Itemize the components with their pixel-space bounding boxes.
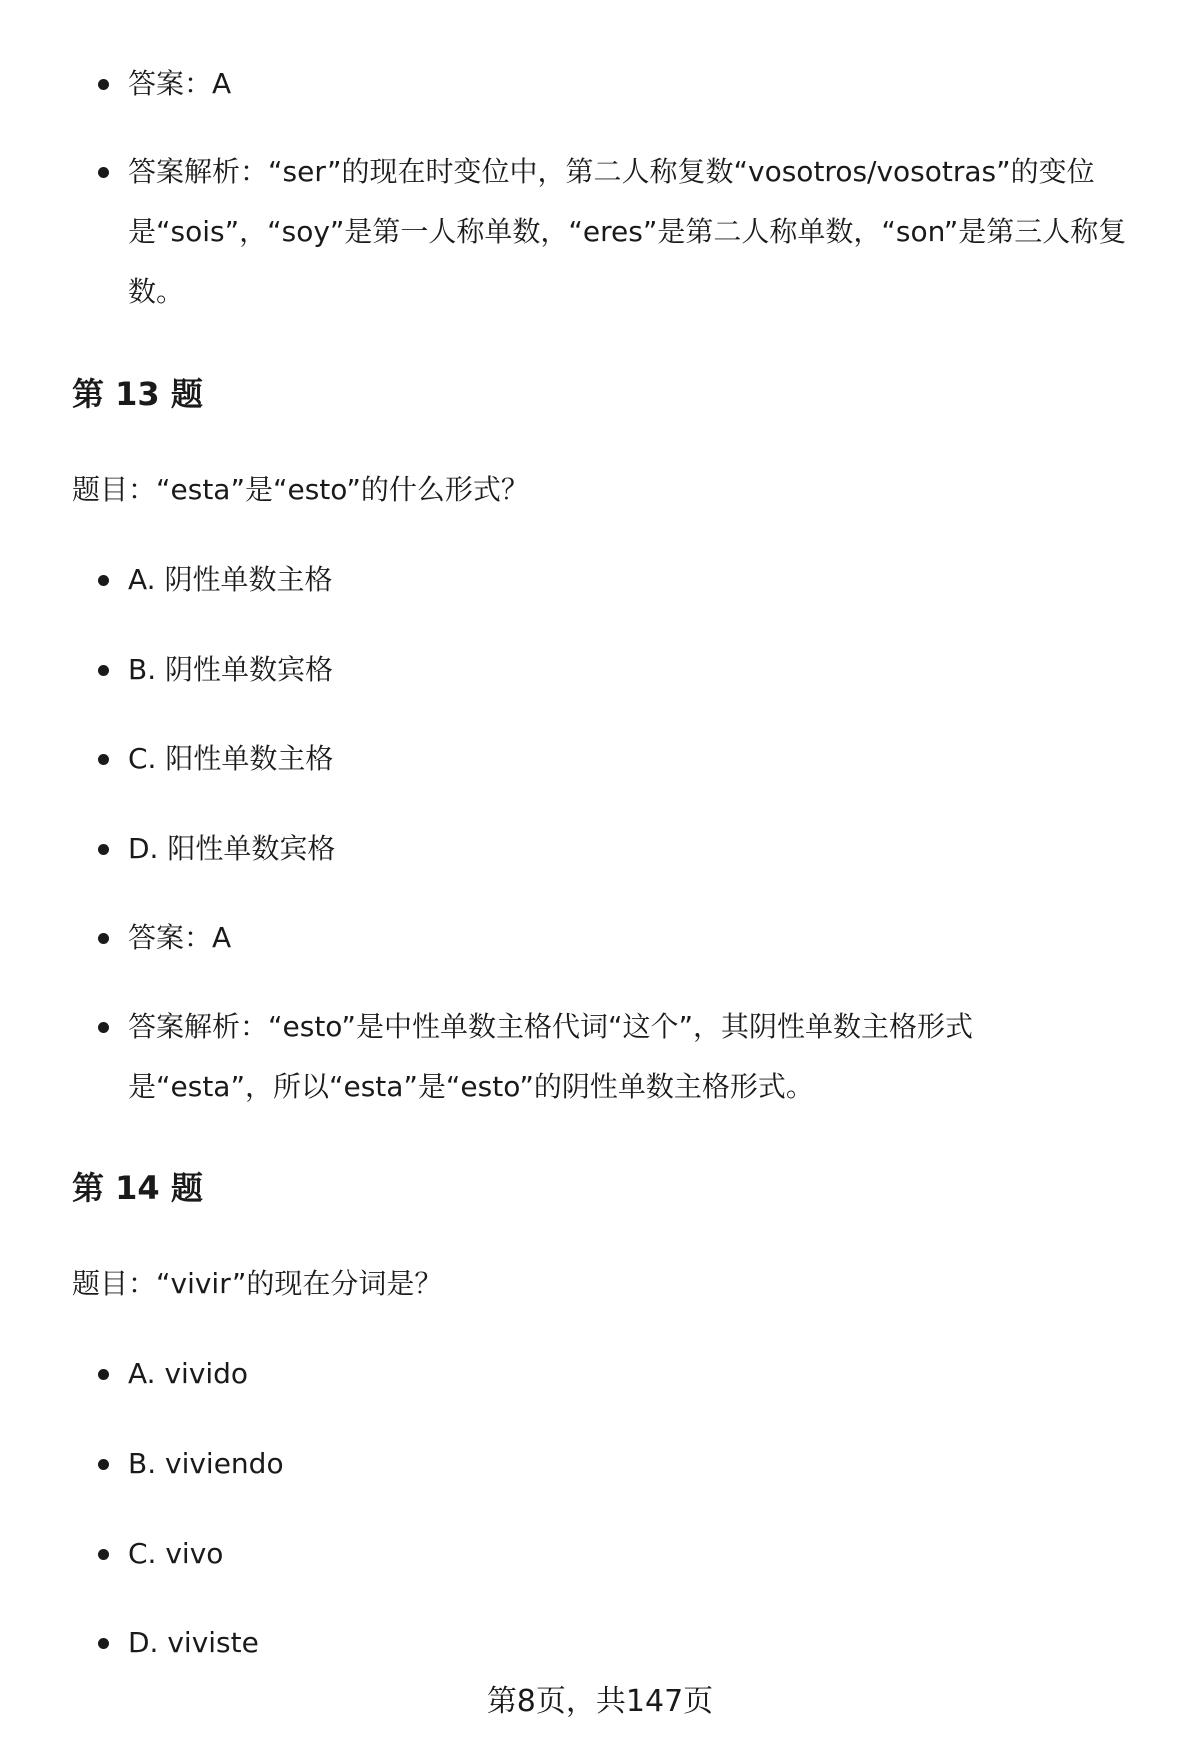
answer-item: 答案：A [128,908,1138,968]
answer-item: 答案：A [128,54,1138,114]
question-heading: 第 14 题 [72,1169,203,1207]
question-text: 题目：“esta”是“esto”的什么形式？ [72,473,529,506]
option-item: A. vivido [128,1344,1138,1404]
option-item: D. 阳性单数宾格 [128,819,1138,879]
explanation-item: 答案解析：“ser”的现在时变位中，第二人称复数“vosotros/vosotras”的变位是“sois”，“soy”是第一人称单数，“eres”是第二人称单数，“son”是第三人称复数。 [128,142,1138,322]
option-item: C. 阳性单数主格 [128,729,1138,789]
option-item: D. viviste [128,1613,1138,1673]
explanation-item: 答案解析：“esto”是中性单数主格代词“这个”，其阴性单数主格形式是“esta”，所以“esta”是“esto”的阴性单数主格形式。 [128,997,1018,1117]
option-item: A. 阴性单数主格 [128,550,1138,610]
option-item: B. viviendo [128,1434,1138,1494]
page-number: 第8页，共147页 [486,1684,714,1719]
option-item: B. 阴性单数宾格 [128,640,1138,700]
option-item: C. vivo [128,1524,1138,1584]
question-heading: 第 13 题 [72,375,203,413]
question-text: 题目：“vivir”的现在分词是？ [72,1267,443,1300]
